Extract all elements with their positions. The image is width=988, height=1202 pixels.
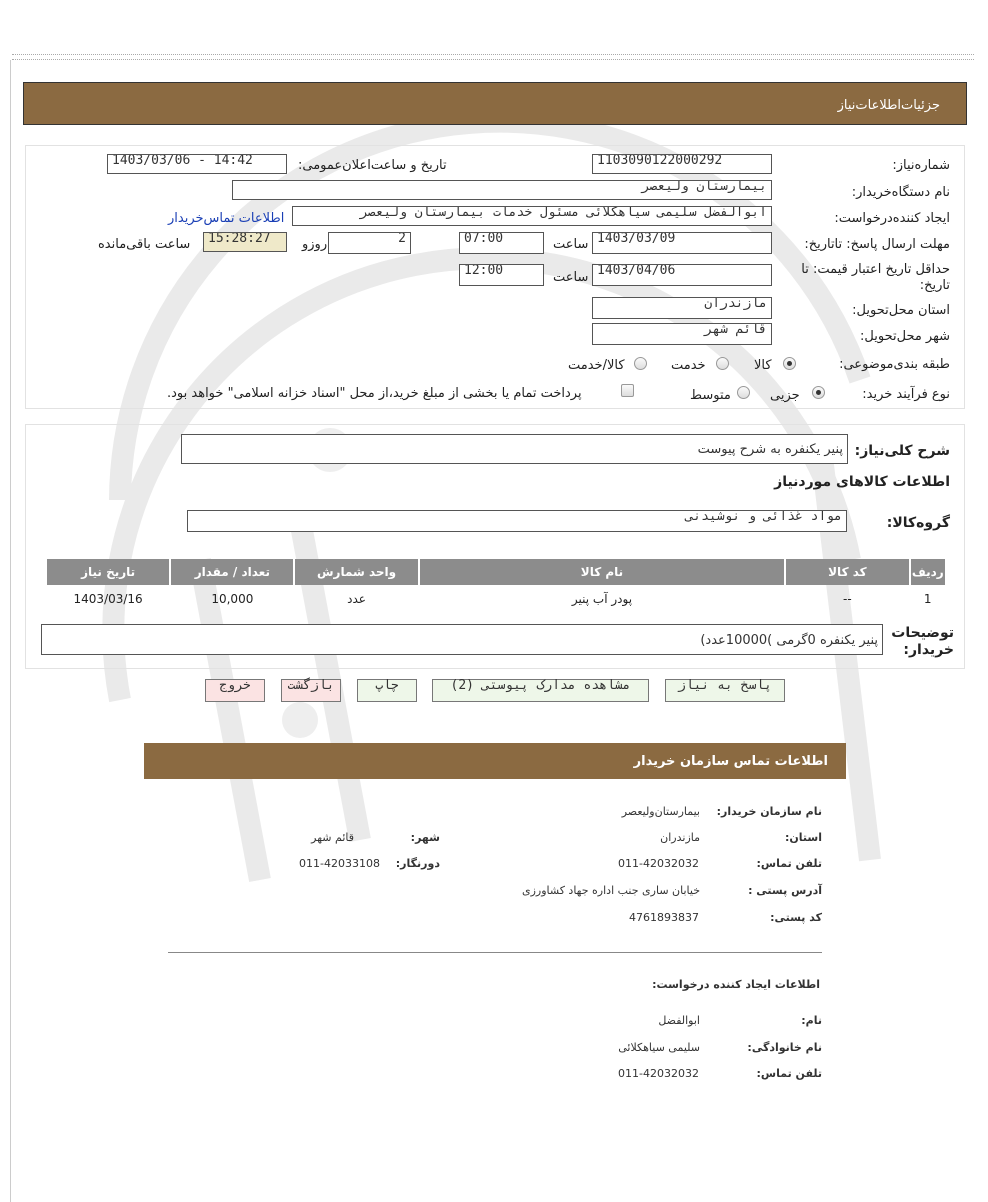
page-header [23,82,967,125]
creator-label: ایجاد کننده‌درخواست: [834,211,950,226]
col-code-header: کد کالا [786,559,908,585]
goods-group-field: مواد غذائی و نوشیدنی [187,510,847,532]
province-field: مازندران [592,297,772,319]
table-row [47,587,945,611]
goods-table-header [47,559,945,585]
contact-header [144,743,846,779]
need-number-field: 1103090122000292 [592,154,772,174]
creator-field: ابوالفضل سلیمی سیاهکلائی مسئول خدمات بیمارستان ولیعصر [292,206,772,226]
province-label: استان محل‌تحویل: [852,303,950,318]
contact-postal-label: کد پستی: [770,911,822,924]
process-radio-minor[interactable] [812,386,825,399]
creator-first-name-value: ابوالفضل [658,1014,700,1027]
print-button[interactable]: چاپ [357,679,417,702]
buyer-notes-field: پنیر یکنفره 0گرمی )10000عدد) [41,624,883,655]
goods-group-label: گروه‌کالا: [886,515,950,531]
buyer-notes-label: توضیحات خریدار: [891,625,954,658]
announce-date-label: تاریخ و ساعت‌اعلان‌عمومی: [298,158,447,173]
payment-note: پرداخت تمام یا بخشی از مبلغ خرید،از محل "اسناد خزانه اسلامی" خواهد بود. [167,386,582,401]
buyer-org-label: نام دستگاه‌خریدار: [851,185,950,200]
contact-province-label: استان: [785,831,822,844]
contact-address-label: آدرس پستی : [748,884,822,897]
remaining-time-field: 15:28:27 [203,232,287,252]
process-radio-medium[interactable] [737,386,750,399]
contact-phone-value: 011-42032032 [618,857,699,870]
contact-fax-value: 011-42033108 [299,857,380,870]
left-border-line [10,60,11,1202]
price-date-field: 1403/04/06 [592,264,772,286]
process-medium-label: متوسط [690,388,731,403]
summary-label: شرح کلی‌نیاز: [854,443,950,459]
city-label: شهر محل‌تحویل: [860,329,950,344]
contact-postal-value: 4761893837 [629,911,699,924]
creator-last-name-value: سلیمی سیاهکلائی [618,1041,700,1054]
days-field: 2 [328,232,411,254]
creator-phone-label: تلفن تماس: [756,1067,822,1080]
deadline-time-field: 07:00 [459,232,544,254]
page-title: جزئیات‌اطلاعات‌نیاز [837,98,940,113]
cell-row: 1 [923,592,932,606]
announce-date-field: 1403/03/06 - 14:42 [107,154,287,174]
col-unit-header: واحد شمارش [295,559,417,585]
back-button[interactable]: بازگشت [281,679,341,702]
creator-last-name-label: نام خانوادگی: [747,1041,822,1054]
city-field: قائم شهر [592,323,772,345]
cell-code: -- [843,592,852,606]
buyer-contact-link[interactable]: اطلاعات تماس‌خریدار [168,211,285,226]
top-dotted-divider [12,54,974,60]
category-goods-label: کالا [754,358,772,373]
contact-title: اطلاعات تماس سازمان خریدار [633,754,828,769]
category-radio-both[interactable] [634,357,647,370]
category-service-label: خدمت [671,358,706,373]
price-validity-label: حداقل تاریخ اعتبار قیمت: تا تاریخ: [801,262,950,293]
deadline-time-label: ساعت [553,237,589,252]
contact-address-value: خیابان ساری جنب اداره جهاد کشاورزی [521,884,700,897]
goods-table [45,557,947,613]
contact-city-value: قائم شهر [311,831,354,844]
category-radio-service[interactable] [716,357,729,370]
col-date-header: تاریخ نیاز [47,559,169,585]
process-label: نوع فرآیند خرید: [862,387,950,402]
remaining-time-label: ساعت باقی‌مانده [98,237,191,252]
col-row-header: ردیف [911,559,946,585]
days-label: روزو [302,237,328,252]
category-radio-goods[interactable] [783,357,796,370]
creator-phone-value: 011-42032032 [618,1067,699,1080]
creator-info-title: اطلاعات ایجاد کننده درخواست: [652,978,820,991]
need-number-label: شماره‌نیاز: [892,158,950,173]
process-minor-label: جزیی [770,388,800,403]
attachments-button[interactable]: مشاهده مدارک پیوستی (2) [432,679,649,702]
cell-unit: عدد [347,592,366,606]
treasury-payment-checkbox[interactable] [621,384,634,397]
reply-button[interactable]: پاسخ به نیاز [665,679,785,702]
cell-qty: 10,000 [211,592,254,606]
creator-first-name-label: نام: [801,1014,822,1027]
contact-org-label: نام سازمان خریدار: [716,805,822,818]
contact-province-value: مازندران [660,831,700,844]
cell-date: 1403/03/16 [73,592,143,606]
col-name-header: نام کالا [420,559,785,585]
col-qty-header: تعداد / مقدار [171,559,293,585]
cell-name: پودر آب پنیر [571,592,633,606]
price-time-field: 12:00 [459,264,544,286]
exit-button[interactable]: خروج [205,679,265,702]
price-time-label: ساعت [553,270,589,285]
goods-info-title: اطلاعات کالاهای مورد‌نیاز [774,474,950,490]
contact-phone-label: تلفن تماس: [756,857,822,870]
category-both-label: کالا/خدمت [568,358,625,373]
contact-divider [168,952,822,953]
contact-fax-label: دورنگار: [395,857,440,870]
category-label: طبقه بندی‌موضوعی: [839,357,950,372]
deadline-date-field: 1403/03/09 [592,232,772,254]
deadline-label: مهلت ارسال پاسخ: تاتاریخ: [804,237,950,252]
buyer-org-field: بیمارستان ولیعصر [232,180,772,200]
contact-org-value: بیمارستان‌ولیعصر [621,805,700,818]
summary-field: پنیر یکنفره به شرح پیوست [181,434,848,464]
contact-city-label: شهر: [410,831,440,844]
